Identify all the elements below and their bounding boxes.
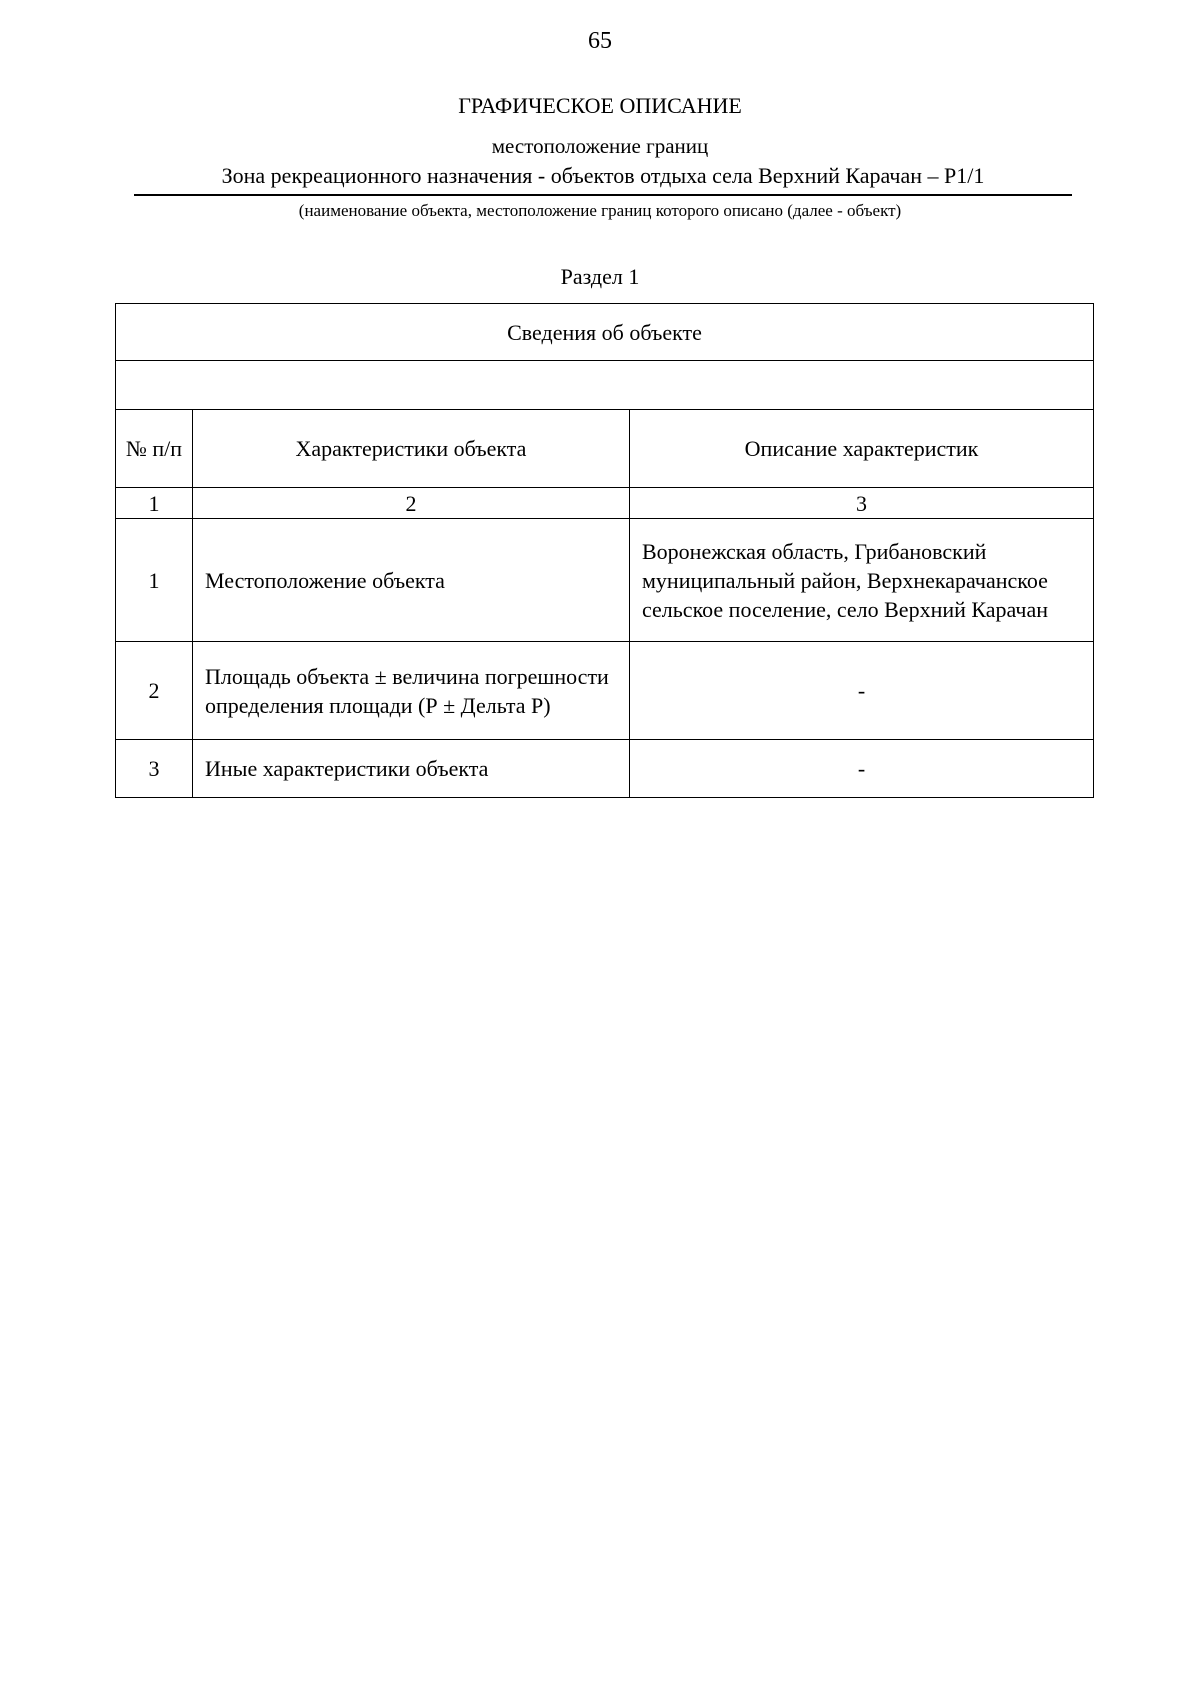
section-title: Раздел 1	[560, 264, 640, 289]
object-name-caption: (наименование объекта, местоположение границ которого описано (далее - объект)	[298, 201, 902, 220]
table-header: Сведения об объекте	[116, 304, 1094, 361]
table-column-number-row	[116, 488, 1094, 519]
table-empty-cell	[116, 361, 1094, 410]
table-column-header-row	[116, 410, 1094, 488]
table-header-row	[116, 304, 1094, 361]
column-number: 1	[116, 488, 193, 519]
table-empty-row	[116, 361, 1094, 410]
row-characteristic: Площадь объекта ± величина погрешности определения площади (Р ± Дельта Р)	[193, 642, 630, 740]
column-number: 2	[193, 488, 630, 519]
column-header-description: Описание характеристик	[630, 410, 1094, 488]
column-number: 3	[630, 488, 1094, 519]
row-description: Воронежская область, Грибановский муниципальный район, Верхнекарачанское сельское поселение, село Верхний Карачан	[630, 519, 1094, 642]
table-row	[116, 519, 1094, 642]
column-header-characteristic: Характеристики объекта	[193, 410, 630, 488]
row-characteristic: Местоположение объекта	[193, 519, 630, 642]
page-number: 65	[588, 28, 612, 54]
row-num: 2	[116, 642, 193, 740]
row-characteristic: Иные характеристики объекта	[193, 740, 630, 798]
document-subtitle: местоположение границ	[491, 134, 709, 158]
column-header-num: № п/п	[116, 410, 193, 488]
row-description: -	[630, 642, 1094, 740]
table-row	[116, 642, 1094, 740]
row-num: 3	[116, 740, 193, 798]
object-name: Зона рекреационного назначения - объектов отдыха села Верхний Карачан – Р1/1	[134, 163, 1072, 196]
row-description: -	[630, 740, 1094, 798]
table-row	[116, 740, 1094, 798]
document-title: ГРАФИЧЕСКОЕ ОПИСАНИЕ	[458, 93, 742, 118]
row-num: 1	[116, 519, 193, 642]
object-info-table	[115, 303, 1094, 798]
